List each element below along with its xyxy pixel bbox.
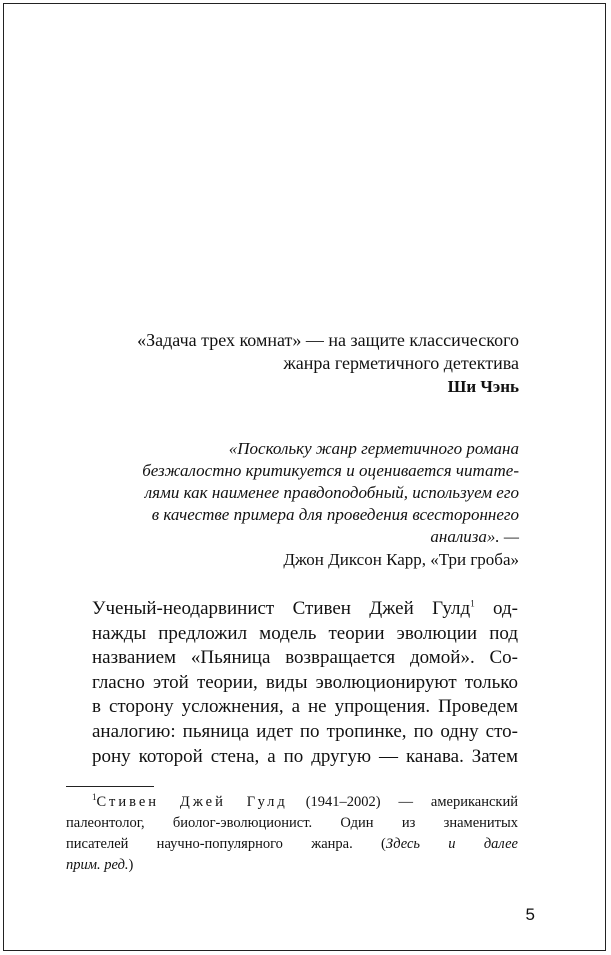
quote-line-1: «Поскольку жанр герметичного романа [228, 439, 519, 458]
footnote-ref[interactable]: 1 [470, 598, 475, 609]
quote-line-5: анализа». — [430, 527, 519, 546]
footnote-marker: 1 [92, 792, 97, 803]
epigraph-title-line-1: «Задача трех комнат» — на защите классического [137, 330, 519, 350]
quote-attribution: Джон Диксон Карр, «Три гроба» [283, 550, 519, 569]
footnote-line-1 [66, 792, 518, 813]
body-paragraph [92, 597, 518, 769]
quote-line-2: безжалостно критикуется и оценивается читате- [142, 461, 519, 480]
quote-line-4: в качестве примера для проведения всестороннего [151, 505, 519, 524]
body-line-1-end: од- [474, 598, 518, 619]
footnote-divider [66, 786, 154, 787]
epigraph-title-line-2: жанра герметичного детектива [283, 353, 519, 373]
page-number: 5 [525, 905, 535, 924]
body-line-3: названием «Пьяница возвращается домой». Со- [92, 647, 518, 669]
footnote-line-4 [66, 855, 518, 876]
footnote-line-4-end: ) [128, 857, 134, 873]
footnote-line-2: палеонтолог, биолог-эволюционист. Один из знаменитых [66, 815, 518, 831]
body-line-2: нажды предложил модель теории эволюции под [92, 622, 518, 644]
footnote-line-3-text: писателей научно-популярного жанра. ( [66, 836, 386, 852]
body-line-1 [92, 597, 518, 622]
body-line-1-text: Ученый-неодарвинист Стивен Джей Гулд [92, 598, 471, 619]
epigraph-author: Ши Чэнь [447, 377, 519, 396]
footnote-line-3 [66, 834, 518, 855]
footnote-line-1-rest: (1941–2002) — американский [287, 794, 518, 810]
body-line-5: в сторону усложнения, а не упрощения. Проведем [92, 696, 518, 718]
footnote [66, 792, 518, 876]
footnote-line-4-italic: прим. ред. [66, 857, 129, 873]
body-line-7: рону которой стена, а по другую — канава. Затем [92, 745, 518, 767]
body-line-6: аналогию: пьяница идет по тропинке, по одну сто- [92, 720, 518, 742]
quote-line-3: лями как наименее правдоподобный, используем его [144, 483, 519, 502]
body-line-4: гласно этой теории, виды эволюционируют только [92, 671, 518, 693]
footnote-line-3-italic: Здесь и далее [385, 836, 518, 852]
footnote-name: Стивен Джей Гулд [96, 794, 288, 810]
